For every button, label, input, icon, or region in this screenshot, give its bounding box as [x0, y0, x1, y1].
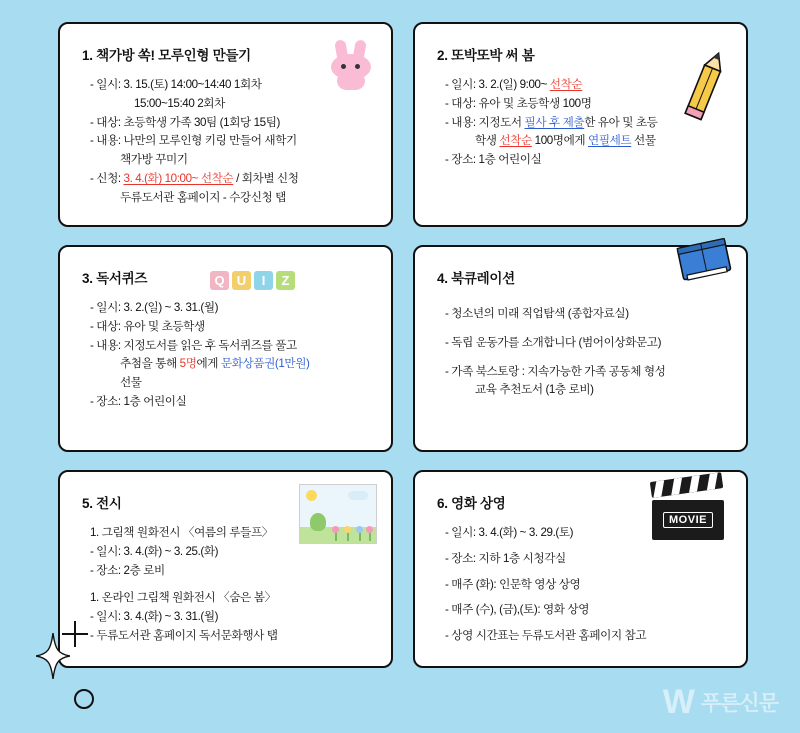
card-book-curation: [413, 245, 748, 452]
text-part: 학생: [475, 134, 500, 148]
detail-line: - 일시: 3. 4.(화) ~ 3. 25.(화): [90, 544, 219, 558]
detail-line: - 가족 북스토랑 : 지속가능한 가족 공동체 형성: [445, 364, 666, 378]
clapper-label: MOVIE: [663, 512, 713, 528]
clapperboard-icon: [652, 482, 726, 544]
card-movie-screening: [413, 470, 748, 668]
detail-line: - 일시: 3. 4.(화) ~ 3. 31.(월): [90, 610, 219, 624]
card-exhibition: [58, 470, 393, 668]
detail-line: 15:00~15:40 2회차: [134, 96, 225, 110]
detail-line: - 상영 시간표는 두류도서관 홈페이지 참고: [445, 629, 647, 643]
detail-line: - 장소: 1층 어린이실: [90, 394, 187, 408]
card-calligraphy: [413, 22, 748, 227]
detail-line: - 내용: 나만의 모루인형 키링 만들어 새학기: [90, 134, 297, 148]
detail-line-highlight: [90, 170, 375, 189]
detail-line: 두류도서관 홈페이지 - 수강신청 탭: [120, 190, 286, 204]
card-title: 5. 전시: [82, 496, 122, 511]
text-part-emphasis: 3. 4.(화) 10:00~ 선착순: [123, 171, 234, 185]
text-part: 한 유아 및 초등: [584, 115, 658, 129]
quiz-logo-icon: [210, 271, 295, 290]
picture-illustration-icon: [299, 484, 377, 544]
text-part: 에게: [196, 357, 221, 371]
detail-line: - 내용: 지정도서를 읽은 후 독서퀴즈를 풀고: [90, 338, 297, 352]
card-title: 4. 북큐레이션: [437, 271, 515, 286]
card-craft-doll: [58, 22, 393, 227]
detail-line: - 대상: 유아 및 초등학생: [90, 319, 205, 333]
detail-line: 1. 온라인 그림책 원화전시 〈숨은 봄〉: [90, 591, 276, 605]
text-part: - 일시: 3. 2.(일) 9:00~: [445, 78, 550, 91]
detail-line: - 일시: 3. 2.(일) ~ 3. 31.(월): [90, 301, 219, 314]
circle-decoration: [74, 689, 94, 709]
card-body: [90, 76, 375, 207]
card-title: 2. 또박또박 써 봄: [437, 48, 535, 63]
text-part-emphasis: 선착순: [499, 134, 532, 148]
detail-line: - 장소: 2층 로비: [90, 563, 165, 577]
card-title: 3. 독서퀴즈: [82, 271, 148, 286]
detail-line: 교육 추천도서 (1층 로비): [475, 383, 594, 397]
card-book-quiz: [58, 245, 393, 452]
text-part-emphasis: 선착순: [549, 78, 583, 91]
watermark: [663, 685, 778, 719]
detail-line: - 대상: 유아 및 초등학생 100명: [445, 96, 592, 110]
text-part-emphasis: 5명: [179, 357, 197, 371]
text-part: 100명에게: [531, 134, 589, 148]
detail-line: - 장소: 지하 1층 시청각실: [445, 551, 566, 565]
detail-line: - 일시: 3. 4.(화) ~ 3. 29.(토): [445, 526, 574, 539]
card-title: 6. 영화 상영: [437, 496, 506, 511]
watermark-logo-icon: W: [662, 683, 693, 721]
detail-line: - 매주 (화): 인문학 영상 상영: [445, 577, 581, 591]
pencil-icon: [672, 48, 732, 138]
text-part-emphasis: 연필세트: [588, 134, 632, 148]
text-part: - 내용: 지정도서: [445, 115, 525, 129]
detail-line: 1. 그림책 원화전시 〈여름의 루들프〉: [90, 526, 273, 539]
card-body: [90, 299, 375, 412]
detail-line: 선물: [120, 376, 142, 390]
card-body: [445, 305, 730, 400]
detail-line: - 청소년의 미래 직업탐색 (종합자료실): [445, 307, 629, 320]
book-icon: [670, 231, 740, 287]
detail-line: - 독립 운동가를 소개합니다 (범어이상화문고): [445, 335, 662, 349]
quiz-letter: U: [232, 271, 251, 290]
text-part-emphasis: 필사 후 제출: [524, 115, 585, 129]
text-part: / 회차별 신청: [233, 171, 299, 185]
detail-line: - 일시: 3. 15.(토) 14:00~14:40 1회차: [90, 78, 262, 91]
text-part-emphasis: 문화상품권(1만원): [220, 357, 310, 371]
crosshair-icon: [62, 621, 88, 647]
card-title: 1. 책가방 쏙! 모루인형 만들기: [82, 48, 251, 63]
card-grid: [58, 22, 748, 668]
text-part: - 신청:: [90, 171, 124, 185]
text-part: 추첨을 통해: [120, 357, 180, 371]
detail-line: - 장소: 1층 어린이실: [445, 153, 542, 167]
detail-line: - 두류도서관 홈페이지 독서문화행사 탭: [90, 628, 278, 642]
detail-line-highlight: [120, 355, 375, 374]
detail-line: - 매주 (수), (금),(토): 영화 상영: [445, 603, 589, 617]
watermark-text: 푸른신문: [700, 692, 778, 715]
detail-line: - 대상: 초등학생 가족 30팀 (1회당 15팀): [90, 115, 280, 129]
bunny-icon: [329, 40, 373, 90]
quiz-letter: I: [254, 271, 273, 290]
detail-line: 책가방 꾸미기: [120, 153, 188, 167]
text-part: 선물: [631, 134, 656, 148]
quiz-letter: Z: [276, 271, 295, 290]
quiz-letter: Q: [210, 271, 229, 290]
